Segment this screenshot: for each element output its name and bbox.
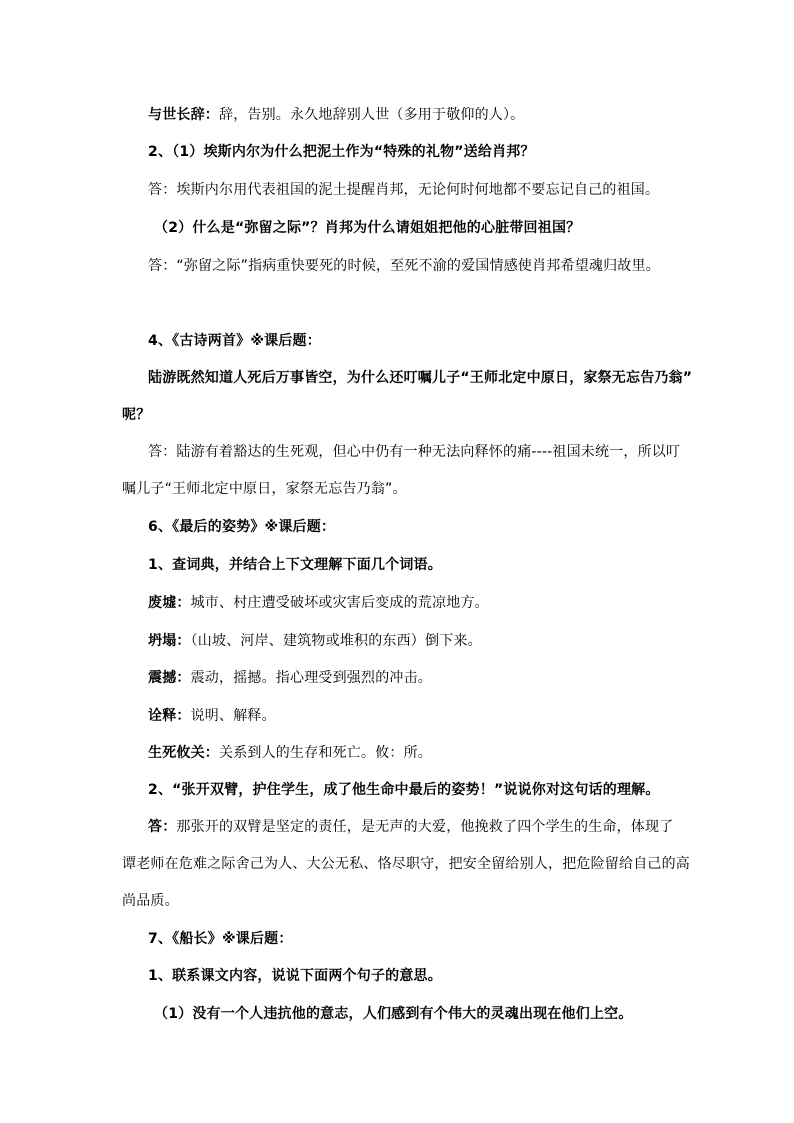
definition-line [148, 743, 708, 763]
answer-line: 尚品质。 [122, 893, 179, 909]
definition-line [148, 105, 708, 125]
definition-term: 诠释： [148, 708, 191, 724]
definition-term: 与世长辞： [148, 107, 219, 123]
question-line: （1）没有一个人违抗他的意志，人们感到有个伟大的灵魂出现在他们上空。 [154, 1006, 633, 1022]
definition-term: 坍塌： [148, 633, 191, 649]
answer-line: 答：陆游有着豁达的生死观，但心中仍有一种无法向释怀的痛----祖国未统一，所以叮 [148, 444, 681, 460]
definition-text: 关系到人的生存和死亡。攸：所。 [219, 745, 432, 761]
section-heading: 7、《船长》※课后题： [148, 931, 293, 947]
answer-text: 那张开的双臂是坚定的责任，是无声的大爱，他挽救了四个学生的生命，体现了 [176, 819, 674, 835]
question-line: 2、“张开双臂，护住学生，成了他生命中最后的姿势！”说说你对这句话的理解。 [148, 782, 660, 798]
question-line: 2、（1）埃斯内尔为什么把泥土作为“特殊的礼物”送给肖邦？ [148, 144, 535, 160]
question-line: 呢？ [122, 407, 151, 423]
definition-text: 震动，摇撼。指心理受到强烈的冲击。 [190, 670, 433, 686]
question-line: 1、查词典，并结合上下文理解下面几个词语。 [148, 557, 442, 573]
section-heading: 6、《最后的姿势》※课后题： [148, 519, 336, 535]
answer-line: 嘱儿子“王师北定中原日，家祭无忘告乃翁”。 [122, 481, 407, 497]
definition-term: 震撼： [148, 670, 191, 686]
definition-line [148, 668, 708, 688]
question-line: 1、联系课文内容，说说下面两个句子的意思。 [148, 968, 442, 984]
answer-line: 谭老师在危难之际舍己为人、大公无私、恪尽职守，把安全留给别人，把危险留给自己的高 [122, 856, 690, 872]
answer-line: 答：埃斯内尔用代表祖国的泥土提醒肖邦，无论何时何地都不要忘记自己的祖国。 [148, 182, 660, 198]
definition-term: 生死攸关： [148, 745, 219, 761]
answer-line [148, 817, 708, 837]
definition-text: 辞，告别。永久地辞别人世（多用于敬仰的人）。 [219, 107, 525, 123]
section-heading: 4、《古诗两首》※课后题： [148, 333, 321, 349]
question-line: 陆游既然知道人死后万事皆空，为什么还叮嘱儿子“王师北定中原日，家祭无忘告乃翁” [148, 370, 693, 386]
definition-line [148, 593, 708, 613]
definition-line [148, 706, 708, 726]
answer-line: 答：“弥留之际”指病重快要死的时候，至死不渝的爱国情感使肖邦希望魂归故里。 [148, 258, 660, 274]
definition-line [148, 631, 708, 651]
definition-text: （山坡、河岸、建筑物或堆积的东西）倒下来。 [190, 633, 482, 649]
definition-text: 城市、村庄遭受破坏或灾害后变成的荒凉地方。 [190, 595, 489, 611]
definition-term: 废墟： [148, 595, 191, 611]
definition-text: 说明、解释。 [190, 708, 276, 724]
answer-label: 答： [148, 819, 177, 835]
question-line: （2）什么是“弥留之际”？肖邦为什么请姐姐把他的心脏带回祖国？ [154, 220, 581, 236]
